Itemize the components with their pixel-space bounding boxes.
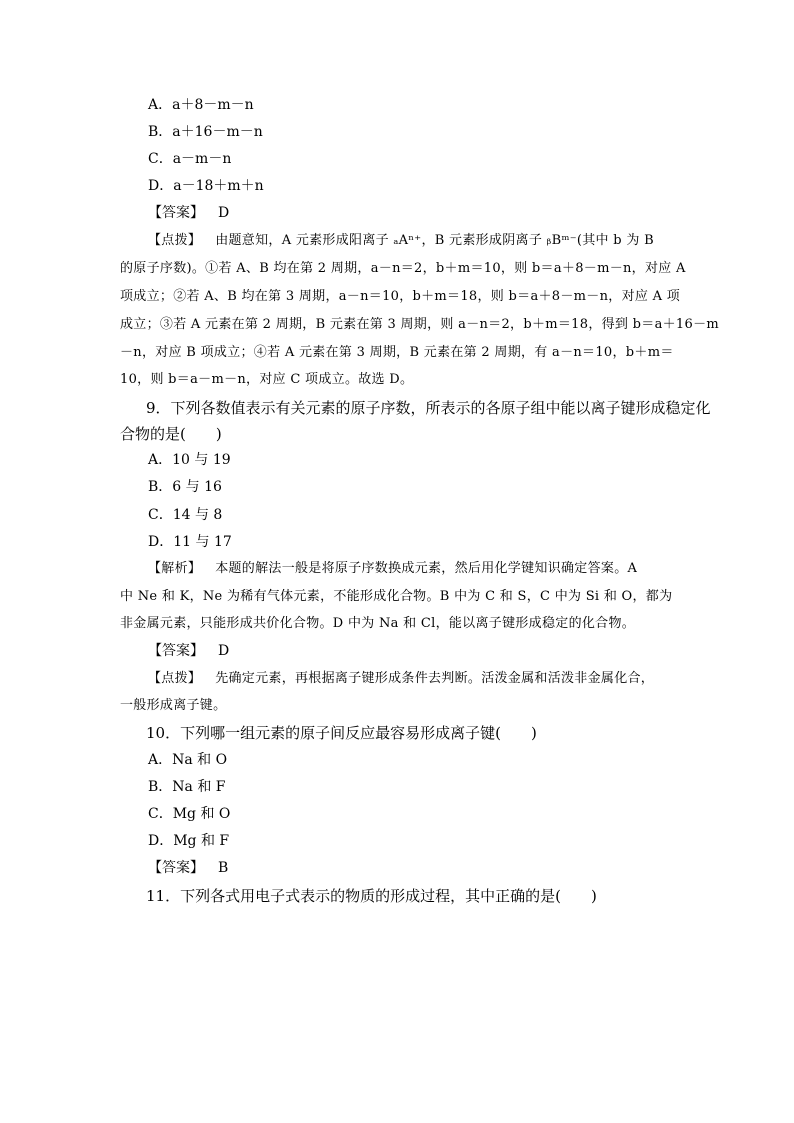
tip-tag: 【点拨】: [148, 233, 202, 248]
q10-option-d: D．Mg 和 F: [148, 833, 230, 849]
q8-tip-line-6: 10，则 b＝a－m－n，对应 C 项成立。故选 D。: [120, 372, 414, 387]
q10-option-a: A．Na 和 O: [148, 752, 228, 768]
q10-stem: 10．下列哪一组元素的原子间反应最容易形成离子键( ): [146, 724, 537, 742]
q8-answer: [148, 203, 229, 223]
analysis-tag: 【解析】: [148, 561, 202, 576]
q9-analysis-line-3: 非金属元素，只能形成共价化合物。D 中为 Na 和 Cl，能以离子键形成稳定的化合物。: [120, 616, 636, 631]
q8-tip-line-3: 项成立；②若 A、B 均在第 3 周期，a－n＝10，b＋m＝18，则 b＝a＋8－m－n，对应 A 项: [120, 289, 681, 304]
q9-tip-line-1: [148, 669, 654, 689]
q9-option-b: B．6 与 16: [148, 479, 222, 495]
q9-tip-line-2: 一般形成离子键。: [120, 698, 227, 713]
q9-stem-line-1: 9．下列各数值表示有关元素的原子序数，所表示的各原子组中能以离子键形成稳定化: [146, 399, 711, 417]
q9-stem-line-2: 合物的是( ): [120, 425, 222, 443]
q10-option-c: C．Mg 和 O: [148, 806, 231, 822]
q8-option-a: A．a＋8－m－n: [148, 97, 254, 113]
q9-option-c: C．14 与 8: [148, 507, 223, 523]
q8-option-c: C．a－m－n: [148, 151, 232, 167]
q9-option-d: D．11 与 17: [148, 534, 232, 550]
q8-option-b: B．a＋16－m－n: [148, 124, 263, 140]
q8-tip-line-5: －n，对应 B 项成立；④若 A 元素在第 3 周期，B 元素在第 2 周期，有 a－n＝10，b＋m＝: [120, 345, 674, 360]
tip-text: 先确定元素，再根据离子键形成条件去判断。活泼金属和活泼非金属化合，: [215, 671, 655, 686]
answer-value: D: [218, 643, 230, 659]
q9-analysis-line-2: 中 Ne 和 K，Ne 为稀有气体元素，不能形成化合物。B 中为 C 和 S，C 中为 Si 和 O，都为: [120, 589, 673, 604]
analysis-text: 本题的解法一般是将原子序数换成元素，然后用化学键知识确定答案。A: [215, 561, 638, 576]
q10-option-b: B．Na 和 F: [148, 779, 226, 795]
answer-tag: 【答案】: [148, 205, 204, 221]
q8-tip-line-4: 成立；③若 A 元素在第 2 周期，B 元素在第 3 周期，则 a－n＝2，b＋m＝18，得到 b＝a＋16－m: [120, 317, 720, 332]
q8-option-d: D．a－18＋m＋n: [148, 178, 264, 194]
answer-value: B: [218, 860, 229, 876]
answer-tag: 【答案】: [148, 860, 204, 876]
tip-tag: 【点拨】: [148, 671, 202, 686]
q9-analysis-line-1: [148, 559, 637, 579]
q9-option-a: A．10 与 19: [148, 452, 231, 468]
answer-value: D: [218, 205, 230, 221]
q10-answer: [148, 858, 228, 878]
q8-tip-line-2: 的原子序数)。①若 A、B 均在第 2 周期，a－n＝2，b＋m＝10，则 b＝a＋8－m－n，对应 A: [120, 261, 686, 276]
answer-tag: 【答案】: [148, 643, 204, 659]
q8-tip-line-1: [148, 231, 654, 251]
tip-text: 由题意知，A 元素形成阳离子 ₐAⁿ⁺，B 元素形成阴离子 ᵦBᵐ⁻(其中 b 为 B: [215, 233, 654, 248]
q9-answer: [148, 641, 229, 661]
q11-stem: 11．下列各式用电子式表示的物质的形成过程，其中正确的是( ): [146, 887, 597, 905]
